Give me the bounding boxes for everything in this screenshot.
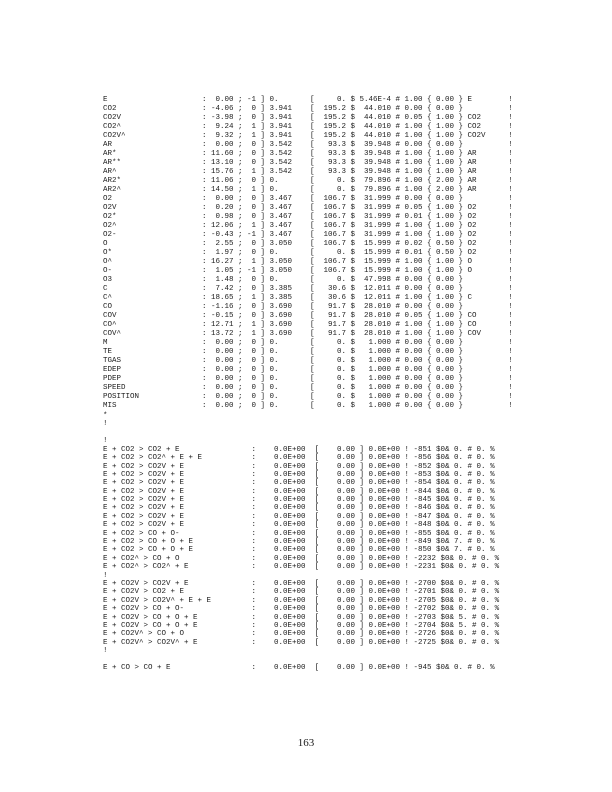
species-table bbox=[103, 96, 513, 411]
species-row: C : 7.42 ; 0 ] 3.385 [ 30.6 $ 12.011 # 0.00 { 0.00 } ! bbox=[103, 285, 513, 293]
species-row: AR2^ : 14.50 ; 1 ] 0. [ 0. $ 79.896 # 1.00 { 2.00 } AR ! bbox=[103, 186, 513, 194]
reaction-row: E + CO2 > CO2V + E : 0.0E+00 [ 0.00 ] 0.0E+00 ! -845 $0& 0. # 0. % bbox=[103, 496, 495, 505]
species-row: PDEP : 0.00 ; 0 ] 0. [ 0. $ 1.000 # 0.00 { 0.00 } ! bbox=[103, 375, 513, 383]
species-row: CO^ : 12.71 ; 1 ] 3.690 [ 91.7 $ 28.010 # 1.00 { 1.00 } CO ! bbox=[103, 321, 513, 329]
reaction-table bbox=[103, 446, 513, 673]
species-row: MIS : 0.00 ; 0 ] 0. [ 0. $ 1.000 # 0.00 { 0.00 } ! bbox=[103, 402, 513, 410]
reaction-row: E + CO2^ > CO + O : 0.0E+00 [ 0.00 ] 0.0E+00 ! -2232 $0& 0. # 0. % bbox=[103, 554, 500, 563]
species-row: EDEP : 0.00 ; 0 ] 0. [ 0. $ 1.000 # 0.00 { 0.00 } ! bbox=[103, 366, 513, 374]
species-row: O2^ : 12.06 ; 1 ] 3.467 [ 106.7 $ 31.999 # 1.00 { 1.00 } O2 ! bbox=[103, 222, 513, 230]
species-row: COV : -0.15 ; 0 ] 3.690 [ 91.7 $ 28.010 # 0.05 { 1.00 } CO ! bbox=[103, 312, 513, 320]
comment-line: ! bbox=[103, 436, 108, 445]
species-row: SPEED : 0.00 ; 0 ] 0. [ 0. $ 1.000 # 0.00 { 0.00 } ! bbox=[103, 384, 513, 392]
species-row: CO2^ : 9.24 ; 1 ] 3.941 [ 195.2 $ 44.010 # 1.00 { 1.00 } CO2 ! bbox=[103, 123, 513, 131]
species-row: POSITION : 0.00 ; 0 ] 0. [ 0. $ 1.000 # 0.00 { 0.00 } ! bbox=[103, 393, 513, 401]
species-row: O2 : 0.00 ; 0 ] 3.467 [ 106.7 $ 31.999 # 0.00 { 0.00 } ! bbox=[103, 195, 513, 203]
reaction-row: E + CO2V > CO + O- : 0.0E+00 [ 0.00 ] 0.0E+00 ! -2702 $0& 0. # 0. % bbox=[103, 605, 500, 614]
species-row: CO2V^ : 9.32 ; 1 ] 3.941 [ 195.2 $ 44.010 # 1.00 { 1.00 } CO2V ! bbox=[103, 132, 513, 140]
reaction-row: E + CO2 > CO2V + E : 0.0E+00 [ 0.00 ] 0.0E+00 ! -853 $0& 0. # 0. % bbox=[103, 470, 495, 479]
species-row: AR2* : 11.06 ; 0 ] 0. [ 0. $ 79.896 # 1.00 { 2.00 } AR ! bbox=[103, 177, 513, 185]
comment-line: ! bbox=[103, 647, 108, 656]
species-row: O^ : 16.27 ; 1 ] 3.050 [ 106.7 $ 15.999 # 1.00 { 1.00 } O ! bbox=[103, 258, 513, 266]
reaction-row: E + CO2^ > CO2^ + E : 0.0E+00 [ 0.00 ] 0.0E+00 ! -2231 $0& 0. # 0. % bbox=[103, 563, 500, 572]
species-row: M : 0.00 ; 0 ] 0. [ 0. $ 1.000 # 0.00 { 0.00 } ! bbox=[103, 339, 513, 347]
reaction-row: E + CO2 > CO2V + E : 0.0E+00 [ 0.00 ] 0.0E+00 ! -846 $0& 0. # 0. % bbox=[103, 504, 495, 513]
page-number: 163 bbox=[297, 737, 315, 749]
comment-line bbox=[103, 428, 513, 436]
species-row: E : 0.00 ; -1 ] 0. [ 0. $ 5.46E-4 # 1.00 { 0.00 } E ! bbox=[103, 96, 513, 104]
reaction-row: E + CO2 > CO + O + E : 0.0E+00 [ 0.00 ] 0.0E+00 ! -850 $0& 7. # 0. % bbox=[103, 546, 495, 555]
comment-line bbox=[103, 656, 513, 664]
species-row: AR* : 11.60 ; 0 ] 3.542 [ 93.3 $ 39.948 # 1.00 { 1.00 } AR ! bbox=[103, 150, 513, 158]
reaction-row: E + CO2 > CO2 + E : 0.0E+00 [ 0.00 ] 0.0E+00 ! -851 $0& 0. # 0. % bbox=[103, 445, 495, 454]
reaction-row: E + CO2 > CO + O + E : 0.0E+00 [ 0.00 ] 0.0E+00 ! -849 $0& 7. # 0. % bbox=[103, 538, 495, 547]
species-row: TGAS : 0.00 ; 0 ] 0. [ 0. $ 1.000 # 0.00 { 0.00 } ! bbox=[103, 357, 513, 365]
reaction-row: E + CO2V > CO2V^ + E + E : 0.0E+00 [ 0.00 ] 0.0E+00 ! -2705 $0& 0. # 0. % bbox=[103, 596, 500, 605]
species-row: AR : 0.00 ; 0 ] 3.542 [ 93.3 $ 39.948 # 0.00 { 0.00 } ! bbox=[103, 141, 513, 149]
species-row: O2* : 0.98 ; 0 ] 3.467 [ 106.7 $ 31.999 # 0.01 { 1.00 } O2 ! bbox=[103, 213, 513, 221]
comment-line: ! bbox=[103, 571, 108, 580]
reaction-row: E + CO2 > CO + O- : 0.0E+00 [ 0.00 ] 0.0E+00 ! -855 $0& 0. # 0. % bbox=[103, 529, 495, 538]
input-file-listing bbox=[103, 96, 513, 672]
reaction-row: E + CO2 > CO2V + E : 0.0E+00 [ 0.00 ] 0.0E+00 ! -852 $0& 0. # 0. % bbox=[103, 462, 495, 471]
species-row: O2- : -0.43 ; -1 ] 3.467 [ 106.7 $ 31.999 # 1.00 { 1.00 } O2 ! bbox=[103, 231, 513, 239]
species-row: O3 : 1.48 ; 0 ] 0. [ 0. $ 47.998 # 0.00 { 0.00 } ! bbox=[103, 276, 513, 284]
species-row: AR** : 13.10 ; 0 ] 3.542 [ 93.3 $ 39.948 # 1.00 { 1.00 } AR ! bbox=[103, 159, 513, 167]
species-row: O : 2.55 ; 0 ] 3.050 [ 106.7 $ 15.999 # 0.02 { 0.50 } O2 ! bbox=[103, 240, 513, 248]
reaction-row: E + CO2 > CO2V + E : 0.0E+00 [ 0.00 ] 0.0E+00 ! -844 $0& 0. # 0. % bbox=[103, 487, 495, 496]
reaction-row: E + CO2 > CO2V + E : 0.0E+00 [ 0.00 ] 0.0E+00 ! -854 $0& 0. # 0. % bbox=[103, 479, 495, 488]
species-row: CO2V : -3.98 ; 0 ] 3.941 [ 195.2 $ 44.010 # 0.05 { 1.00 } CO2 ! bbox=[103, 114, 513, 122]
reaction-row: E + CO2 > CO2^ + E + E : 0.0E+00 [ 0.00 ] 0.0E+00 ! -856 $0& 0. # 0. % bbox=[103, 454, 495, 463]
reaction-row: E + CO2 > CO2V + E : 0.0E+00 [ 0.00 ] 0.0E+00 ! -848 $0& 0. # 0. % bbox=[103, 521, 495, 530]
section-break bbox=[103, 412, 513, 445]
reaction-row: E + CO2 > CO2V + E : 0.0E+00 [ 0.00 ] 0.0E+00 ! -847 $0& 0. # 0. % bbox=[103, 512, 495, 521]
species-row: CO2 : -4.06 ; 0 ] 3.941 [ 195.2 $ 44.010 # 0.00 { 0.00 } ! bbox=[103, 105, 513, 113]
comment-line: ! bbox=[103, 420, 108, 429]
species-row: O- : 1.05 ; -1 ] 3.050 [ 106.7 $ 15.999 # 1.00 { 1.00 } O ! bbox=[103, 267, 513, 275]
reaction-row: E + CO2V > CO + O + E : 0.0E+00 [ 0.00 ] 0.0E+00 ! -2703 $0& 5. # 0. % bbox=[103, 613, 500, 622]
species-row: CO : -1.16 ; 0 ] 3.690 [ 91.7 $ 28.010 # 0.00 { 0.00 } ! bbox=[103, 303, 513, 311]
reaction-row: E + CO2V > CO + O + E : 0.0E+00 [ 0.00 ] 0.0E+00 ! -2704 $0& 5. # 0. % bbox=[103, 621, 500, 630]
reaction-row: E + CO2V > CO2V + E : 0.0E+00 [ 0.00 ] 0.0E+00 ! -2700 $0& 0. # 0. % bbox=[103, 580, 500, 588]
reaction-row: E + CO2V^ > CO2V^ + E : 0.0E+00 [ 0.00 ] 0.0E+00 ! -2725 $0& 0. # 0. % bbox=[103, 638, 500, 647]
reaction-row: E + CO > CO + E : 0.0E+00 [ 0.00 ] 0.0E+00 ! -945 $0& 0. # 0. % bbox=[103, 663, 495, 672]
species-row: AR^ : 15.76 ; 1 ] 3.542 [ 93.3 $ 39.948 # 1.00 { 1.00 } AR ! bbox=[103, 168, 513, 176]
species-row: COV^ : 13.72 ; 1 ] 3.690 [ 91.7 $ 28.010 # 1.00 { 1.00 } COV ! bbox=[103, 330, 513, 338]
species-row: TE : 0.00 ; 0 ] 0. [ 0. $ 1.000 # 0.00 { 0.00 } ! bbox=[103, 348, 513, 356]
species-row: O* : 1.97 ; 0 ] 0. [ 0. $ 15.999 # 0.01 { 0.50 } O2 ! bbox=[103, 249, 513, 257]
reaction-row: E + CO2V > CO2 + E : 0.0E+00 [ 0.00 ] 0.0E+00 ! -2701 $0& 0. # 0. % bbox=[103, 588, 500, 597]
reaction-row: E + CO2V^ > CO + O : 0.0E+00 [ 0.00 ] 0.0E+00 ! -2726 $0& 0. # 0. % bbox=[103, 630, 500, 639]
species-row: C^ : 18.65 ; 1 ] 3.385 [ 30.6 $ 12.011 # 1.00 { 1.00 } C ! bbox=[103, 294, 513, 302]
species-row: O2V : 0.20 ; 0 ] 3.467 [ 106.7 $ 31.999 # 0.05 { 1.00 } O2 ! bbox=[103, 204, 513, 212]
comment-line: * bbox=[103, 412, 108, 420]
